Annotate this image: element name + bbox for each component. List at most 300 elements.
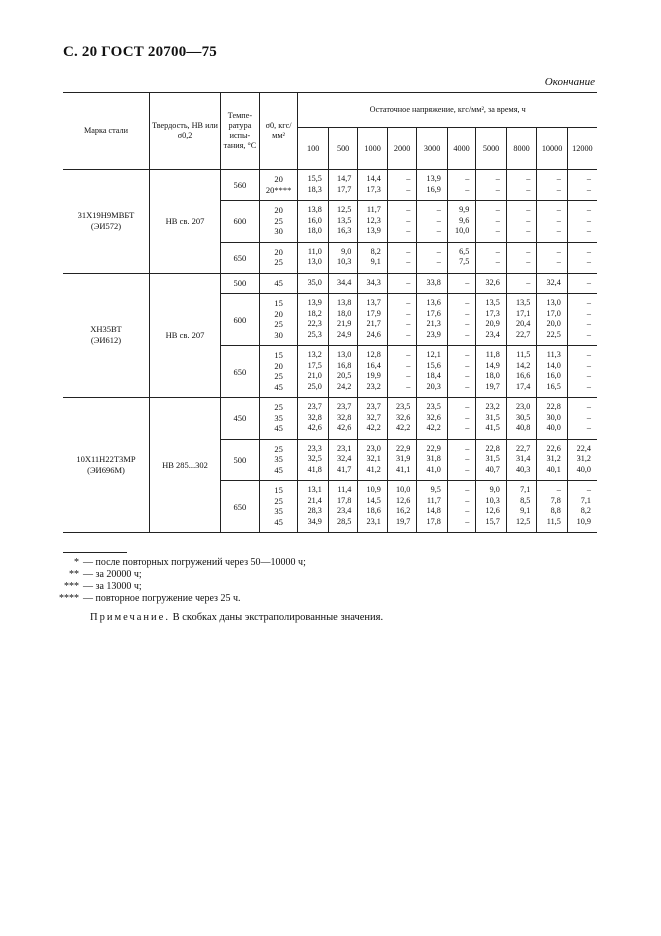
stress-value: 31,9 bbox=[396, 454, 411, 463]
stress-value: – bbox=[465, 371, 470, 380]
stress-value: – bbox=[465, 174, 470, 183]
stress-value-cell bbox=[537, 294, 568, 346]
stress-value: – bbox=[526, 277, 531, 287]
stress-value: 20,9 bbox=[485, 319, 500, 328]
stress-value: 18,6 bbox=[366, 506, 381, 515]
stress-value-cell bbox=[298, 294, 329, 346]
stress-value: 13,0 bbox=[307, 257, 322, 266]
stress-value: – bbox=[465, 402, 470, 411]
stress-value: 14,2 bbox=[515, 360, 531, 370]
stress-value: 9,1 bbox=[520, 506, 531, 515]
stress-value-cell bbox=[417, 346, 448, 398]
stress-value: 15,5 bbox=[307, 174, 322, 183]
stress-value-cell bbox=[328, 273, 357, 294]
stress-value-cell bbox=[298, 242, 329, 273]
stress-value: 17,8 bbox=[426, 516, 441, 526]
header-sigma: σ0, кгс/мм² bbox=[259, 93, 298, 170]
stress-value-cell bbox=[567, 201, 597, 243]
stress-value: – bbox=[586, 298, 591, 307]
stress-value: 7,1 bbox=[580, 495, 591, 505]
stress-value: 7,1 bbox=[520, 485, 531, 494]
stress-value: 40,1 bbox=[546, 464, 561, 474]
stress-value: 17,3 bbox=[485, 308, 500, 318]
stress-value-cell bbox=[537, 273, 568, 294]
stress-value: – bbox=[465, 495, 470, 505]
stress-value: 21,0 bbox=[307, 371, 322, 380]
sigma-value: 45 bbox=[274, 516, 283, 527]
stress-value: – bbox=[586, 308, 591, 318]
stress-value: 13,5 bbox=[337, 215, 352, 225]
stress-value: 22,6 bbox=[546, 443, 561, 453]
stress-value: – bbox=[586, 412, 591, 422]
stress-value-cell bbox=[298, 481, 329, 533]
temperature-cell: 600 bbox=[221, 294, 260, 346]
stress-value: 16,4 bbox=[366, 360, 381, 370]
stress-value-cell bbox=[506, 294, 537, 346]
stress-value-cell bbox=[417, 481, 448, 533]
stress-value: 35,0 bbox=[307, 277, 322, 287]
stress-value: 34,9 bbox=[307, 516, 322, 526]
stress-value: 40,0 bbox=[576, 464, 591, 474]
stress-value-cell bbox=[506, 481, 537, 533]
stress-value: – bbox=[526, 174, 531, 183]
stress-value: 23,2 bbox=[485, 402, 500, 411]
header-hardness-text: Твердость, НВ или σ0,2 bbox=[152, 121, 218, 140]
stress-value: 13,9 bbox=[426, 174, 441, 183]
stress-value: 40,7 bbox=[485, 464, 500, 474]
stress-value: 22,9 bbox=[426, 443, 441, 453]
footnote-mark: **** bbox=[59, 593, 79, 604]
stress-value: 10,3 bbox=[337, 257, 352, 266]
continuation-label: Окончание bbox=[544, 76, 595, 88]
stress-value: – bbox=[465, 277, 470, 287]
stress-value: 14,0 bbox=[546, 360, 561, 370]
stress-value: 21,4 bbox=[307, 495, 322, 505]
stress-value: 17,0 bbox=[546, 308, 561, 318]
stress-value: 17,4 bbox=[515, 381, 531, 391]
stress-value: 13,5 bbox=[485, 298, 500, 307]
stress-value: – bbox=[586, 215, 591, 225]
stress-value: – bbox=[495, 226, 500, 235]
stress-value: 17,6 bbox=[426, 308, 441, 318]
stress-value: 12,6 bbox=[485, 506, 500, 515]
stress-value: 12,5 bbox=[337, 205, 352, 214]
stress-value: – bbox=[556, 246, 561, 256]
stress-value-cell bbox=[537, 346, 568, 398]
stress-value: 22,8 bbox=[485, 443, 500, 453]
stress-value-cell bbox=[298, 170, 329, 201]
stress-value: 13,2 bbox=[307, 350, 322, 359]
stress-value: – bbox=[556, 485, 561, 494]
sigma-cell bbox=[259, 346, 298, 398]
stress-value-cell bbox=[537, 170, 568, 201]
stress-value: 32,6 bbox=[485, 277, 500, 287]
stress-value: 23,3 bbox=[307, 443, 322, 453]
stress-value: 10,0 bbox=[396, 485, 411, 494]
stress-value: – bbox=[406, 350, 411, 359]
stress-value: 16,0 bbox=[307, 215, 322, 225]
stress-value-cell bbox=[567, 481, 597, 533]
stress-value: 21,9 bbox=[337, 319, 352, 328]
stress-value: 40,8 bbox=[515, 423, 531, 432]
stress-value-cell bbox=[328, 346, 357, 398]
stress-value-cell bbox=[447, 346, 475, 398]
stress-value: 11,7 bbox=[366, 205, 381, 214]
stress-value: 13,0 bbox=[337, 350, 352, 359]
stress-value: 7,5 bbox=[459, 257, 470, 266]
stress-value: 11,5 bbox=[516, 350, 531, 359]
sigma-value: 15 bbox=[274, 485, 283, 495]
stress-value: – bbox=[465, 360, 470, 370]
stress-value: 40,0 bbox=[546, 423, 561, 432]
stress-value-cell bbox=[328, 398, 357, 440]
stress-value-cell bbox=[387, 481, 416, 533]
stress-value-cell bbox=[476, 481, 507, 533]
stress-value: – bbox=[436, 226, 441, 235]
footnote bbox=[47, 557, 306, 568]
stress-value-cell bbox=[358, 201, 387, 243]
temperature-cell: 560 bbox=[221, 170, 260, 201]
sigma-value: 15 bbox=[274, 350, 283, 360]
stress-value: 17,3 bbox=[366, 184, 381, 194]
stress-value-cell bbox=[567, 294, 597, 346]
stress-value: 10,0 bbox=[454, 226, 470, 235]
stress-value: 12,1 bbox=[426, 350, 441, 359]
stress-value: – bbox=[465, 454, 470, 463]
stress-value: – bbox=[586, 246, 591, 256]
stress-value: 11,3 bbox=[546, 350, 561, 359]
stress-value: 22,9 bbox=[396, 443, 411, 453]
stress-value: – bbox=[406, 226, 411, 235]
stress-value: 10,3 bbox=[485, 495, 500, 505]
stress-value: 18,3 bbox=[307, 184, 322, 194]
stress-value: 22,3 bbox=[307, 319, 322, 328]
stress-value: 20,5 bbox=[337, 371, 352, 380]
stress-value-cell bbox=[476, 398, 507, 440]
footnote-mark: * bbox=[74, 557, 79, 568]
header-residual-stress: Остаточное напряжение, кгс/мм², за время, ч bbox=[298, 93, 597, 128]
stress-value-cell bbox=[387, 273, 416, 294]
sigma-value: 45 bbox=[274, 464, 283, 475]
stress-value: – bbox=[586, 319, 591, 328]
stress-value: 22,4 bbox=[576, 443, 591, 453]
stress-value: 20,3 bbox=[426, 381, 441, 391]
temperature-cell: 500 bbox=[221, 273, 260, 294]
stress-value: 9,0 bbox=[489, 485, 500, 494]
stress-value: 41,8 bbox=[307, 464, 322, 474]
note bbox=[90, 612, 383, 623]
stress-value: – bbox=[406, 381, 411, 391]
footnote-text: — после повторных погружений через 50—10000 ч; bbox=[83, 557, 306, 568]
stress-value: 17,7 bbox=[337, 184, 352, 194]
stress-value: – bbox=[495, 246, 500, 256]
stress-value: 16,6 bbox=[515, 371, 531, 380]
steel-grade-line: (ЭИ696М) bbox=[87, 465, 125, 475]
header-time-1000: 1000 bbox=[358, 128, 387, 170]
stress-value: 13,1 bbox=[307, 485, 322, 494]
header-time-8000: 8000 bbox=[506, 128, 537, 170]
stress-value: – bbox=[436, 215, 441, 225]
stress-value: 19,7 bbox=[396, 516, 411, 526]
stress-value: 32,6 bbox=[396, 412, 411, 422]
stress-value: – bbox=[406, 371, 411, 380]
stress-value: – bbox=[586, 277, 591, 287]
stress-value: 41,5 bbox=[485, 423, 500, 432]
sigma-cell bbox=[259, 273, 298, 294]
stress-value: 15,7 bbox=[485, 516, 500, 526]
stress-value-cell bbox=[506, 439, 537, 481]
stress-value-cell bbox=[358, 481, 387, 533]
stress-value-cell bbox=[298, 201, 329, 243]
stress-value-cell bbox=[476, 294, 507, 346]
footnote bbox=[47, 593, 241, 604]
steel-grade-line: (ЭИ572) bbox=[90, 221, 122, 232]
stress-value-cell bbox=[358, 273, 387, 294]
stress-value: 40,3 bbox=[515, 464, 531, 474]
stress-value-cell bbox=[506, 346, 537, 398]
stress-value: 24,6 bbox=[366, 329, 381, 339]
stress-value: 22,8 bbox=[546, 402, 561, 411]
stress-value: – bbox=[436, 246, 441, 256]
stress-value: 31,2 bbox=[576, 454, 591, 463]
stress-value: – bbox=[556, 184, 561, 194]
stress-value: 8,5 bbox=[520, 495, 531, 505]
stress-value: – bbox=[495, 205, 500, 214]
stress-value: 31,5 bbox=[485, 454, 500, 463]
stress-value-cell bbox=[417, 170, 448, 201]
stress-value-cell bbox=[567, 170, 597, 201]
stress-value: – bbox=[526, 257, 531, 266]
header-temperature: Темпе-ратура испы-тания, °С bbox=[221, 93, 260, 170]
stress-value: – bbox=[586, 360, 591, 370]
stress-value-cell bbox=[506, 201, 537, 243]
sigma-value: 20 bbox=[274, 205, 283, 215]
stress-value-cell bbox=[537, 242, 568, 273]
stress-value: – bbox=[465, 319, 470, 328]
stress-value: 28,5 bbox=[337, 516, 352, 526]
stress-value: 25,0 bbox=[307, 381, 322, 391]
sigma-value: 35 bbox=[274, 506, 283, 516]
sigma-value: 25 bbox=[274, 443, 283, 454]
stress-value: – bbox=[586, 226, 591, 235]
note-label: Примечание. bbox=[90, 612, 170, 623]
stress-value-cell bbox=[358, 170, 387, 201]
stress-value: 17,8 bbox=[337, 495, 352, 505]
stress-value: – bbox=[526, 215, 531, 225]
steel-grade-cell bbox=[63, 398, 149, 533]
footnote-text: — повторное погружение через 25 ч. bbox=[83, 593, 241, 604]
stress-value: 32,5 bbox=[307, 454, 322, 463]
stress-value: 12,3 bbox=[366, 215, 381, 225]
steel-grade-line: (ЭИ612) bbox=[90, 335, 122, 346]
footnote-text: — за 13000 ч; bbox=[83, 581, 142, 592]
stress-value: 14,7 bbox=[337, 174, 352, 183]
stress-value: – bbox=[465, 329, 470, 339]
temperature-cell: 650 bbox=[221, 242, 260, 273]
header-hardness bbox=[149, 93, 220, 170]
stress-value: – bbox=[406, 257, 411, 266]
table-row bbox=[63, 398, 597, 440]
stress-value: – bbox=[406, 277, 411, 287]
stress-value: 15,6 bbox=[426, 360, 441, 370]
stress-value: – bbox=[465, 184, 470, 194]
stress-value: – bbox=[406, 174, 411, 183]
stress-value: – bbox=[526, 184, 531, 194]
stress-value-cell bbox=[506, 170, 537, 201]
stress-value: 11,5 bbox=[546, 516, 561, 526]
stress-value: 9,9 bbox=[459, 205, 470, 214]
stress-value: 8,2 bbox=[580, 506, 591, 515]
stress-value: – bbox=[526, 246, 531, 256]
sigma-value: 20 bbox=[274, 308, 283, 319]
stress-value-cell bbox=[506, 398, 537, 440]
stress-value-cell bbox=[476, 439, 507, 481]
stress-value: 18,0 bbox=[307, 226, 322, 235]
stress-value: 13,0 bbox=[546, 298, 561, 307]
stress-value: – bbox=[465, 308, 470, 318]
stress-value: 13,6 bbox=[426, 298, 441, 307]
stress-value: 31,5 bbox=[485, 412, 500, 422]
footnote bbox=[47, 581, 142, 592]
stress-value-cell bbox=[447, 273, 475, 294]
stress-value: 17,9 bbox=[366, 308, 381, 318]
stress-value: 23,4 bbox=[337, 506, 352, 515]
stress-value: 32,8 bbox=[307, 412, 322, 422]
footnote-mark: ** bbox=[69, 569, 79, 580]
stress-value: 20,0 bbox=[546, 319, 561, 328]
page-header: С. 20 ГОСТ 20700—75 bbox=[63, 44, 217, 60]
stress-value: – bbox=[586, 485, 591, 494]
stress-value: – bbox=[465, 464, 470, 474]
stress-value: 23,9 bbox=[426, 329, 441, 339]
sigma-value: 20 bbox=[274, 360, 283, 371]
stress-value-cell bbox=[387, 294, 416, 346]
stress-value-cell bbox=[476, 201, 507, 243]
stress-value: – bbox=[495, 174, 500, 183]
stress-value-cell bbox=[417, 242, 448, 273]
stress-value: – bbox=[465, 516, 470, 526]
sigma-cell bbox=[259, 294, 298, 346]
stress-value: 42,2 bbox=[396, 423, 411, 432]
stress-value: 23,5 bbox=[396, 402, 411, 411]
stress-value: – bbox=[586, 174, 591, 183]
stress-value-cell bbox=[567, 346, 597, 398]
stress-value-cell bbox=[387, 346, 416, 398]
stress-value: 18,0 bbox=[485, 371, 500, 380]
stress-value: – bbox=[495, 215, 500, 225]
stress-value: 28,3 bbox=[307, 506, 322, 515]
stress-value: – bbox=[465, 298, 470, 307]
stress-value: – bbox=[586, 423, 591, 432]
stress-value: 10,9 bbox=[576, 516, 591, 526]
header-time-10000: 10000 bbox=[537, 128, 568, 170]
stress-value-cell bbox=[447, 201, 475, 243]
sigma-value: 25 bbox=[274, 215, 283, 226]
stress-value: 9,1 bbox=[370, 257, 381, 266]
table-row bbox=[63, 170, 597, 201]
stress-relaxation-table bbox=[63, 92, 597, 533]
stress-value: – bbox=[586, 329, 591, 339]
stress-value: – bbox=[436, 205, 441, 214]
stress-value-cell bbox=[447, 294, 475, 346]
hardness-cell: НВ св. 207 bbox=[149, 273, 220, 398]
stress-value-cell bbox=[328, 170, 357, 201]
stress-value: 18,4 bbox=[426, 371, 441, 380]
stress-value-cell bbox=[387, 170, 416, 201]
footnote bbox=[47, 569, 142, 580]
stress-value-cell bbox=[506, 242, 537, 273]
stress-value: 32,8 bbox=[337, 412, 352, 422]
sigma-value: 45 bbox=[274, 423, 283, 433]
stress-value: 42,6 bbox=[337, 423, 352, 432]
steel-grade-line: 10Х11Н22Т3МР bbox=[76, 454, 136, 464]
stress-value-cell bbox=[447, 170, 475, 201]
stress-value-cell bbox=[537, 398, 568, 440]
stress-value-cell bbox=[537, 481, 568, 533]
stress-value: 14,5 bbox=[366, 495, 381, 505]
stress-value: – bbox=[465, 423, 470, 432]
stress-value-cell bbox=[358, 346, 387, 398]
stress-value: 23,5 bbox=[426, 402, 441, 411]
sigma-value: 20 bbox=[274, 174, 283, 184]
stress-value: – bbox=[465, 381, 470, 391]
sigma-value: 20**** bbox=[265, 184, 292, 195]
stress-value-cell bbox=[387, 439, 416, 481]
sigma-value: 35 bbox=[274, 412, 283, 423]
stress-value: – bbox=[465, 506, 470, 515]
stress-value: 10,9 bbox=[366, 485, 381, 494]
stress-value: – bbox=[465, 443, 470, 453]
sigma-value: 45 bbox=[274, 381, 283, 392]
stress-value-cell bbox=[567, 273, 597, 294]
stress-value: 9,0 bbox=[341, 246, 352, 256]
stress-value-cell bbox=[387, 242, 416, 273]
hardness-cell: НВ св. 207 bbox=[149, 170, 220, 274]
stress-value-cell bbox=[417, 201, 448, 243]
stress-value-cell bbox=[298, 346, 329, 398]
stress-value-cell bbox=[417, 439, 448, 481]
footnote-mark: *** bbox=[64, 581, 79, 592]
stress-value-cell bbox=[417, 294, 448, 346]
stress-value: 11,0 bbox=[307, 246, 322, 256]
stress-value: 8,8 bbox=[550, 506, 561, 515]
sigma-value: 35 bbox=[274, 454, 283, 464]
stress-value-cell bbox=[358, 398, 387, 440]
stress-value: 9,6 bbox=[459, 215, 470, 225]
sigma-value: 25 bbox=[274, 495, 283, 506]
stress-value: 30,0 bbox=[546, 412, 561, 422]
header-steel-grade: Марка стали bbox=[63, 93, 149, 170]
sigma-value: 25 bbox=[274, 257, 283, 267]
sigma-value: 25 bbox=[274, 319, 283, 329]
stress-value-cell bbox=[328, 294, 357, 346]
stress-value: 32,1 bbox=[366, 454, 381, 463]
stress-value: 12,5 bbox=[515, 516, 531, 526]
stress-value-cell bbox=[417, 398, 448, 440]
stress-value: 33,8 bbox=[426, 277, 441, 287]
stress-value: – bbox=[586, 184, 591, 194]
note-text: В скобках даны экстраполированные значения. bbox=[172, 612, 384, 623]
stress-value: 23,0 bbox=[515, 402, 531, 411]
stress-value: 13,5 bbox=[515, 298, 531, 307]
sigma-cell bbox=[259, 481, 298, 533]
sigma-value: 15 bbox=[274, 298, 283, 308]
sigma-value: 25 bbox=[274, 371, 283, 381]
sigma-cell bbox=[259, 398, 298, 440]
temperature-cell: 650 bbox=[221, 481, 260, 533]
stress-value: 11,4 bbox=[337, 485, 352, 494]
stress-value: 24,9 bbox=[337, 329, 352, 339]
